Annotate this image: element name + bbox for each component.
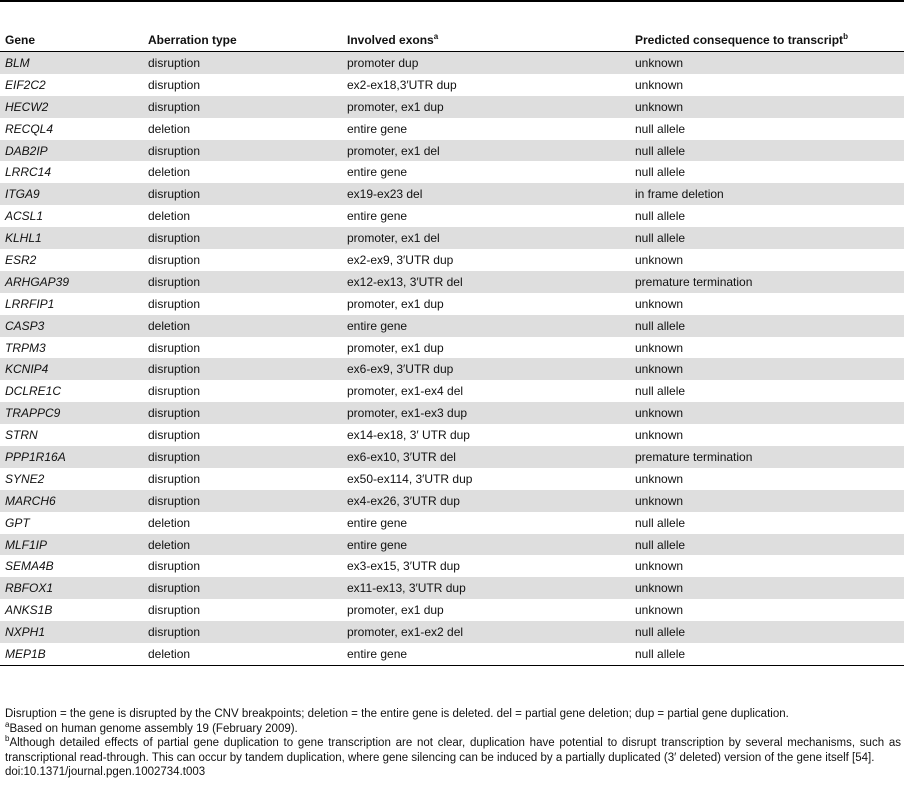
table-header-row: [0, 29, 904, 52]
cell-involved-exons: promoter, ex1-ex4 del: [347, 384, 464, 399]
cell-involved-exons: promoter, ex1 del: [342, 227, 630, 249]
cell-aberration-type: deletion: [143, 534, 342, 556]
cell-gene: ACSL1: [5, 209, 44, 224]
cell-gene: HECW2: [0, 96, 143, 118]
table-row: [0, 52, 904, 74]
cell-gene: NXPH1: [0, 621, 143, 643]
cell-aberration-type: disruption: [143, 577, 342, 599]
cell-aberration-type: deletion: [148, 209, 191, 224]
cell-aberration-type: disruption: [148, 559, 201, 574]
cell-gene: EIF2C2: [5, 77, 46, 92]
header-gene: Gene: [0, 29, 143, 52]
table-row: [0, 293, 904, 315]
cell-gene: LRRC14: [5, 165, 52, 180]
cell-gene: KCNIP4: [0, 358, 143, 380]
cell-gene: TRAPPC9: [0, 402, 143, 424]
cell-predicted-consequence: null allele: [630, 227, 904, 249]
cell-aberration-type: disruption: [143, 621, 342, 643]
cell-predicted-consequence: null allele: [635, 121, 686, 136]
cell-predicted-consequence: unknown: [635, 603, 684, 618]
cell-aberration-type: disruption: [148, 296, 201, 311]
cell-predicted-consequence: unknown: [630, 96, 904, 118]
cell-predicted-consequence: unknown: [630, 577, 904, 599]
cell-gene: CASP3: [0, 315, 143, 337]
cell-involved-exons: ex2-ex9, 3′UTR dup: [347, 252, 454, 267]
table-row: [0, 183, 904, 205]
cell-involved-exons: promoter, ex1 del: [342, 140, 630, 162]
cell-predicted-consequence: null allele: [630, 621, 904, 643]
table-row: [0, 402, 904, 424]
cell-predicted-consequence: unknown: [630, 402, 904, 424]
cell-predicted-consequence: null allele: [630, 140, 904, 162]
cell-predicted-consequence: premature termination: [630, 271, 904, 293]
cell-predicted-consequence: unknown: [635, 252, 684, 267]
table-row: [0, 358, 904, 380]
cell-aberration-type: disruption: [143, 358, 342, 380]
cell-predicted-consequence: unknown: [635, 340, 684, 355]
table-row: [0, 555, 904, 577]
cell-gene: MLF1IP: [0, 534, 143, 556]
cell-aberration-type: disruption: [148, 384, 201, 399]
table-top-rule: [0, 0, 904, 2]
cell-involved-exons: entire gene: [347, 209, 408, 224]
table-footnotes: [5, 707, 901, 780]
table-row: [0, 118, 904, 140]
table-row: [0, 534, 904, 556]
cell-predicted-consequence: unknown: [635, 471, 684, 486]
cell-aberration-type: disruption: [148, 77, 201, 92]
cell-involved-exons: promoter dup: [342, 52, 630, 74]
table-row: [0, 271, 904, 293]
cell-predicted-consequence: null allele: [630, 534, 904, 556]
cell-predicted-consequence: null allele: [630, 643, 904, 665]
cell-predicted-consequence: unknown: [635, 296, 684, 311]
cell-predicted-consequence: unknown: [635, 559, 684, 574]
table-row: [0, 315, 904, 337]
cell-involved-exons: promoter, ex1 dup: [347, 603, 444, 618]
table-row: [0, 621, 904, 643]
cell-gene: TRPM3: [5, 340, 46, 355]
table-row: [0, 643, 904, 665]
cell-involved-exons: entire gene: [342, 534, 630, 556]
footnote-b: [5, 736, 901, 765]
cell-aberration-type: deletion: [143, 315, 342, 337]
table-row: [0, 490, 904, 512]
cell-gene: DAB2IP: [0, 140, 143, 162]
header-aberration-type: Aberration type: [143, 29, 342, 52]
footnote-a-mark: a: [5, 719, 10, 729]
cell-gene: DCLRE1C: [5, 384, 62, 399]
cell-involved-exons: ex14-ex18, 3′ UTR dup: [347, 428, 470, 443]
table-row: [0, 227, 904, 249]
footnote-a-text: Based on human genome assembly 19 (February 2009).: [9, 722, 298, 735]
cell-gene: GPT: [5, 515, 30, 530]
cell-involved-exons: promoter, ex1 dup: [342, 96, 630, 118]
cell-gene: RECQL4: [5, 121, 54, 136]
table-row: [0, 205, 904, 227]
cell-involved-exons: ex4-ex26, 3′UTR dup: [342, 490, 630, 512]
cell-gene: ITGA9: [0, 183, 143, 205]
cell-gene: ESR2: [5, 252, 37, 267]
footnote-b-text: Although detailed effects of partial gene duplication to gene transcription are not clear, duplication have potential to disrupt transcription by several mechanisms, such as transcriptional read-through. This can occur by tandem duplication, where gene silencing can be induced by a partially duplicated (3′ deleted) version of the gene itself [54].: [5, 737, 901, 764]
cell-predicted-consequence: unknown: [630, 490, 904, 512]
cell-predicted-consequence: null allele: [635, 384, 686, 399]
cell-aberration-type: disruption: [143, 402, 342, 424]
table-row: [0, 424, 904, 446]
cell-involved-exons: ex19-ex23 del: [342, 183, 630, 205]
cell-aberration-type: disruption: [143, 96, 342, 118]
cell-involved-exons: ex12-ex13, 3′UTR del: [342, 271, 630, 293]
cell-involved-exons: ex50-ex114, 3′UTR dup: [347, 471, 473, 486]
cell-aberration-type: deletion: [148, 515, 191, 530]
cell-involved-exons: ex2-ex18,3′UTR dup: [347, 77, 457, 92]
table-row: [0, 337, 904, 359]
cell-involved-exons: ex6-ex9, 3′UTR dup: [342, 358, 630, 380]
cell-gene: ARHGAP39: [0, 271, 143, 293]
cell-aberration-type: disruption: [143, 183, 342, 205]
header-involved-exons: Involved exons$^a$: [342, 29, 630, 52]
table-row: [0, 96, 904, 118]
cell-aberration-type: deletion: [148, 165, 191, 180]
table-row: [0, 161, 904, 183]
cell-aberration-type: disruption: [148, 603, 201, 618]
cell-aberration-type: disruption: [148, 340, 201, 355]
cell-gene: RBFOX1: [0, 577, 143, 599]
footnote-a-marker: a: [433, 32, 439, 41]
cell-predicted-consequence: unknown: [630, 358, 904, 380]
cell-predicted-consequence: unknown: [630, 52, 904, 74]
cell-aberration-type: disruption: [143, 446, 342, 468]
cell-gene: KLHL1: [0, 227, 143, 249]
cell-predicted-consequence: premature termination: [630, 446, 904, 468]
cell-involved-exons: entire gene: [347, 515, 408, 530]
cell-involved-exons: entire gene: [347, 165, 408, 180]
table-row: [0, 380, 904, 402]
table-body: [0, 52, 904, 666]
cell-aberration-type: disruption: [143, 140, 342, 162]
cell-aberration-type: disruption: [148, 428, 201, 443]
cell-predicted-consequence: null allele: [630, 315, 904, 337]
cell-involved-exons: ex6-ex10, 3′UTR del: [342, 446, 630, 468]
cell-gene: STRN: [5, 428, 38, 443]
cell-predicted-consequence: null allele: [635, 515, 686, 530]
cell-gene: PPP1R16A: [0, 446, 143, 468]
table-row: [0, 512, 904, 534]
cell-involved-exons: promoter, ex1 dup: [347, 340, 444, 355]
table-row: [0, 140, 904, 162]
cell-gene: SYNE2: [5, 471, 45, 486]
cell-involved-exons: promoter, ex1-ex3 dup: [342, 402, 630, 424]
cell-gene: LRRFIP1: [5, 296, 55, 311]
cell-aberration-type: disruption: [148, 252, 201, 267]
cell-gene: SEMA4B: [5, 559, 54, 574]
cell-aberration-type: disruption: [143, 52, 342, 74]
cell-aberration-type: disruption: [143, 271, 342, 293]
doi-line: doi:10.1371/journal.pgen.1002734.t003: [5, 766, 206, 778]
cell-aberration-type: deletion: [148, 121, 191, 136]
footnote-definitions: Disruption = the gene is disrupted by the CNV breakpoints; deletion = the entire gene is deleted. del = partial gene deletion; dup = partial gene duplication.: [5, 708, 789, 720]
cell-gene: MEP1B: [0, 643, 143, 665]
cell-aberration-type: disruption: [143, 227, 342, 249]
cell-aberration-type: disruption: [143, 490, 342, 512]
cell-involved-exons: ex3-ex15, 3′UTR dup: [347, 559, 460, 574]
footnote-b-marker: b: [843, 32, 848, 41]
cell-predicted-consequence: null allele: [635, 209, 686, 224]
cell-predicted-consequence: unknown: [635, 77, 684, 92]
cell-involved-exons: entire gene: [342, 643, 630, 665]
header-predicted-consequence: Predicted consequence to transcript$^b$: [630, 29, 904, 52]
cell-predicted-consequence: null allele: [635, 165, 686, 180]
cell-predicted-consequence: unknown: [635, 428, 684, 443]
table-row: [0, 74, 904, 96]
table-row: [0, 468, 904, 490]
cell-aberration-type: deletion: [143, 643, 342, 665]
cell-gene: ANKS1B: [5, 603, 53, 618]
cell-involved-exons: entire gene: [347, 121, 408, 136]
gene-aberration-table: [0, 29, 904, 666]
footnote-b-mark: b: [5, 734, 10, 744]
cell-involved-exons: promoter, ex1 dup: [347, 296, 444, 311]
cell-predicted-consequence: in frame deletion: [630, 183, 904, 205]
table-row: [0, 577, 904, 599]
cell-gene: BLM: [0, 52, 143, 74]
table-row: [0, 446, 904, 468]
cell-involved-exons: entire gene: [342, 315, 630, 337]
cell-involved-exons: promoter, ex1-ex2 del: [342, 621, 630, 643]
table-row: [0, 249, 904, 271]
cell-involved-exons: ex11-ex13, 3′UTR dup: [342, 577, 630, 599]
table-row: [0, 599, 904, 621]
cell-aberration-type: disruption: [148, 471, 201, 486]
footnote-a: [5, 719, 901, 737]
cell-gene: MARCH6: [0, 490, 143, 512]
